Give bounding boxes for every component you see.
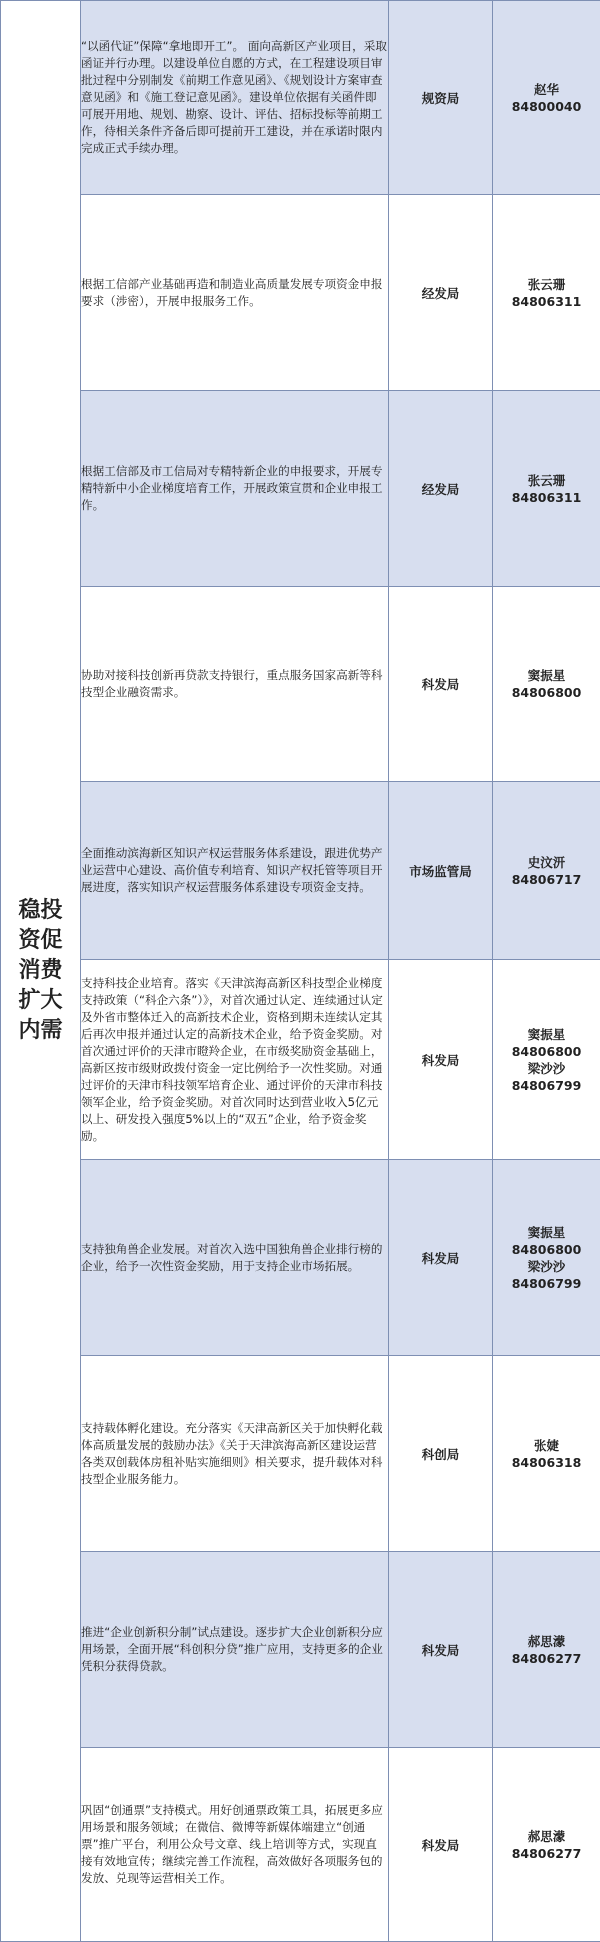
contact-phone: 84806318 xyxy=(493,1454,600,1471)
policy-content: “以函代证”保障“拿地即开工”。 面向高新区产业项目，采取函证并行办理。以建设单位自愿的方式，在工程建设项目审批过程中分别制发《前期工作意见函》、《规划设计方案审查意见函》和《施工登记意见函》。建设单位依据有关函件即可展开用地、规划、勘察、设计、评估、招标投标等前期工作，待相关条件齐备后即可提前开工建设，并在承诺时限内完成正式手续办理。 xyxy=(81,1,389,195)
contact-name: 张云珊 xyxy=(493,472,600,489)
contact-cell xyxy=(493,960,600,1160)
department: 科发局 xyxy=(389,1748,493,1942)
department: 科创局 xyxy=(389,1356,493,1552)
contact-phone: 84806799 xyxy=(493,1077,600,1094)
policy-content: 协助对接科技创新再贷款支持银行，重点服务国家高新等科技型企业融资需求。 xyxy=(81,587,389,782)
contact-name: 梁沙沙 xyxy=(493,1258,600,1275)
table-row xyxy=(1,960,600,1160)
contact-name: 赵华 xyxy=(493,81,600,98)
contact-cell xyxy=(493,1,600,195)
table-row xyxy=(1,1356,600,1552)
category-label: 稳投资促消费扩大内需 xyxy=(16,896,66,1046)
policy-content: 巩固“创通票”支持模式。用好创通票政策工具，拓展更多应用场景和服务领域；在微信、微博等新媒体端建立“创通票”推广平台，利用公众号文章、线上培训等方式，实现直接有效地宣传；继续完善工作流程，高效做好各项服务包的发放、兑现等运营相关工作。 xyxy=(81,1748,389,1942)
contact-phone: 84800040 xyxy=(493,98,600,115)
contact-name: 梁沙沙 xyxy=(493,1060,600,1077)
contact-phone: 84806800 xyxy=(493,1043,600,1060)
contact-name: 张云珊 xyxy=(493,276,600,293)
policy-content: 根据工信部及市工信局对专精特新企业的申报要求，开展专精特新中小企业梯度培育工作，开展政策宣贯和企业申报工作。 xyxy=(81,391,389,587)
contact-name: 郝思濛 xyxy=(493,1633,600,1650)
department: 经发局 xyxy=(389,195,493,391)
table-row xyxy=(1,782,600,960)
policy-content: 支持独角兽企业发展。对首次入选中国独角兽企业排行榜的企业，给予一次性资金奖励，用于支持企业市场拓展。 xyxy=(81,1160,389,1356)
contact-phone: 84806311 xyxy=(493,293,600,310)
table-row xyxy=(1,1552,600,1748)
department: 经发局 xyxy=(389,391,493,587)
contact-phone: 84806717 xyxy=(493,871,600,888)
contact-name: 窦振星 xyxy=(493,667,600,684)
department: 科发局 xyxy=(389,1160,493,1356)
contact-cell xyxy=(493,391,600,587)
contact-phone: 84806799 xyxy=(493,1275,600,1292)
department: 市场监管局 xyxy=(389,782,493,960)
contact-cell xyxy=(493,1748,600,1942)
contact-cell xyxy=(493,782,600,960)
contact-cell xyxy=(493,587,600,782)
policy-content: 支持载体孵化建设。充分落实《天津高新区关于加快孵化载体高质量发展的鼓励办法》《关于天津滨海高新区建设运营各类双创载体房租补贴实施细则》相关要求，提升载体对科技型企业服务能力。 xyxy=(81,1356,389,1552)
department: 科发局 xyxy=(389,1552,493,1748)
contact-phone: 84806277 xyxy=(493,1650,600,1667)
contact-cell xyxy=(493,1552,600,1748)
department: 规资局 xyxy=(389,1,493,195)
table-row xyxy=(1,391,600,587)
contact-cell xyxy=(493,1356,600,1552)
department: 科发局 xyxy=(389,960,493,1160)
contact-name: 郝思濛 xyxy=(493,1828,600,1845)
table-row xyxy=(1,1748,600,1942)
contact-name: 史汶汧 xyxy=(493,854,600,871)
contact-name: 窦振星 xyxy=(493,1026,600,1043)
table-row xyxy=(1,1,600,195)
table-row xyxy=(1,195,600,391)
category-cell xyxy=(1,1,81,1942)
contact-cell xyxy=(493,1160,600,1356)
policy-content: 全面推动滨海新区知识产权运营服务体系建设，跟进优势产业运营中心建设、高价值专利培育、知识产权托管等项目开展进度，落实知识产权运营服务体系建设专项资金支持。 xyxy=(81,782,389,960)
contact-phone: 84806800 xyxy=(493,684,600,701)
policy-content: 根据工信部产业基础再造和制造业高质量发展专项资金申报要求（涉密），开展申报服务工作。 xyxy=(81,195,389,391)
table-row xyxy=(1,1160,600,1356)
contact-phone: 84806311 xyxy=(493,489,600,506)
contact-phone: 84806800 xyxy=(493,1241,600,1258)
policy-content: 支持科技企业培育。落实《天津滨海高新区科技型企业梯度支持政策（“科企六条”）》，对首次通过认定、连续通过认定及外省市整体迁入的高新技术企业，资格到期未连续认定其后再次申报并通过认定的高新技术企业，给予资金奖励。对首次通过评价的天津市瞪羚企业，在市级奖励资金基础上，高新区按市级财政拨付资金一定比例给予一次性奖励。对通过评价的天津市科技领军培育企业、通过评价的天津市科技领军企业，给予资金奖励。对首次同时达到营业收入5亿元以上、研发投入强度5%以上的“双五”企业，给予资金奖励。 xyxy=(81,960,389,1160)
contact-name: 窦振星 xyxy=(493,1224,600,1241)
table-row xyxy=(1,587,600,782)
contact-phone: 84806277 xyxy=(493,1845,600,1862)
contact-cell xyxy=(493,195,600,391)
policy-content: 推进“企业创新积分制”试点建设。逐步扩大企业创新积分应用场景，全面开展“科创积分贷”推广应用，支持更多的企业凭积分获得贷款。 xyxy=(81,1552,389,1748)
department: 科发局 xyxy=(389,587,493,782)
contact-name: 张婕 xyxy=(493,1437,600,1454)
